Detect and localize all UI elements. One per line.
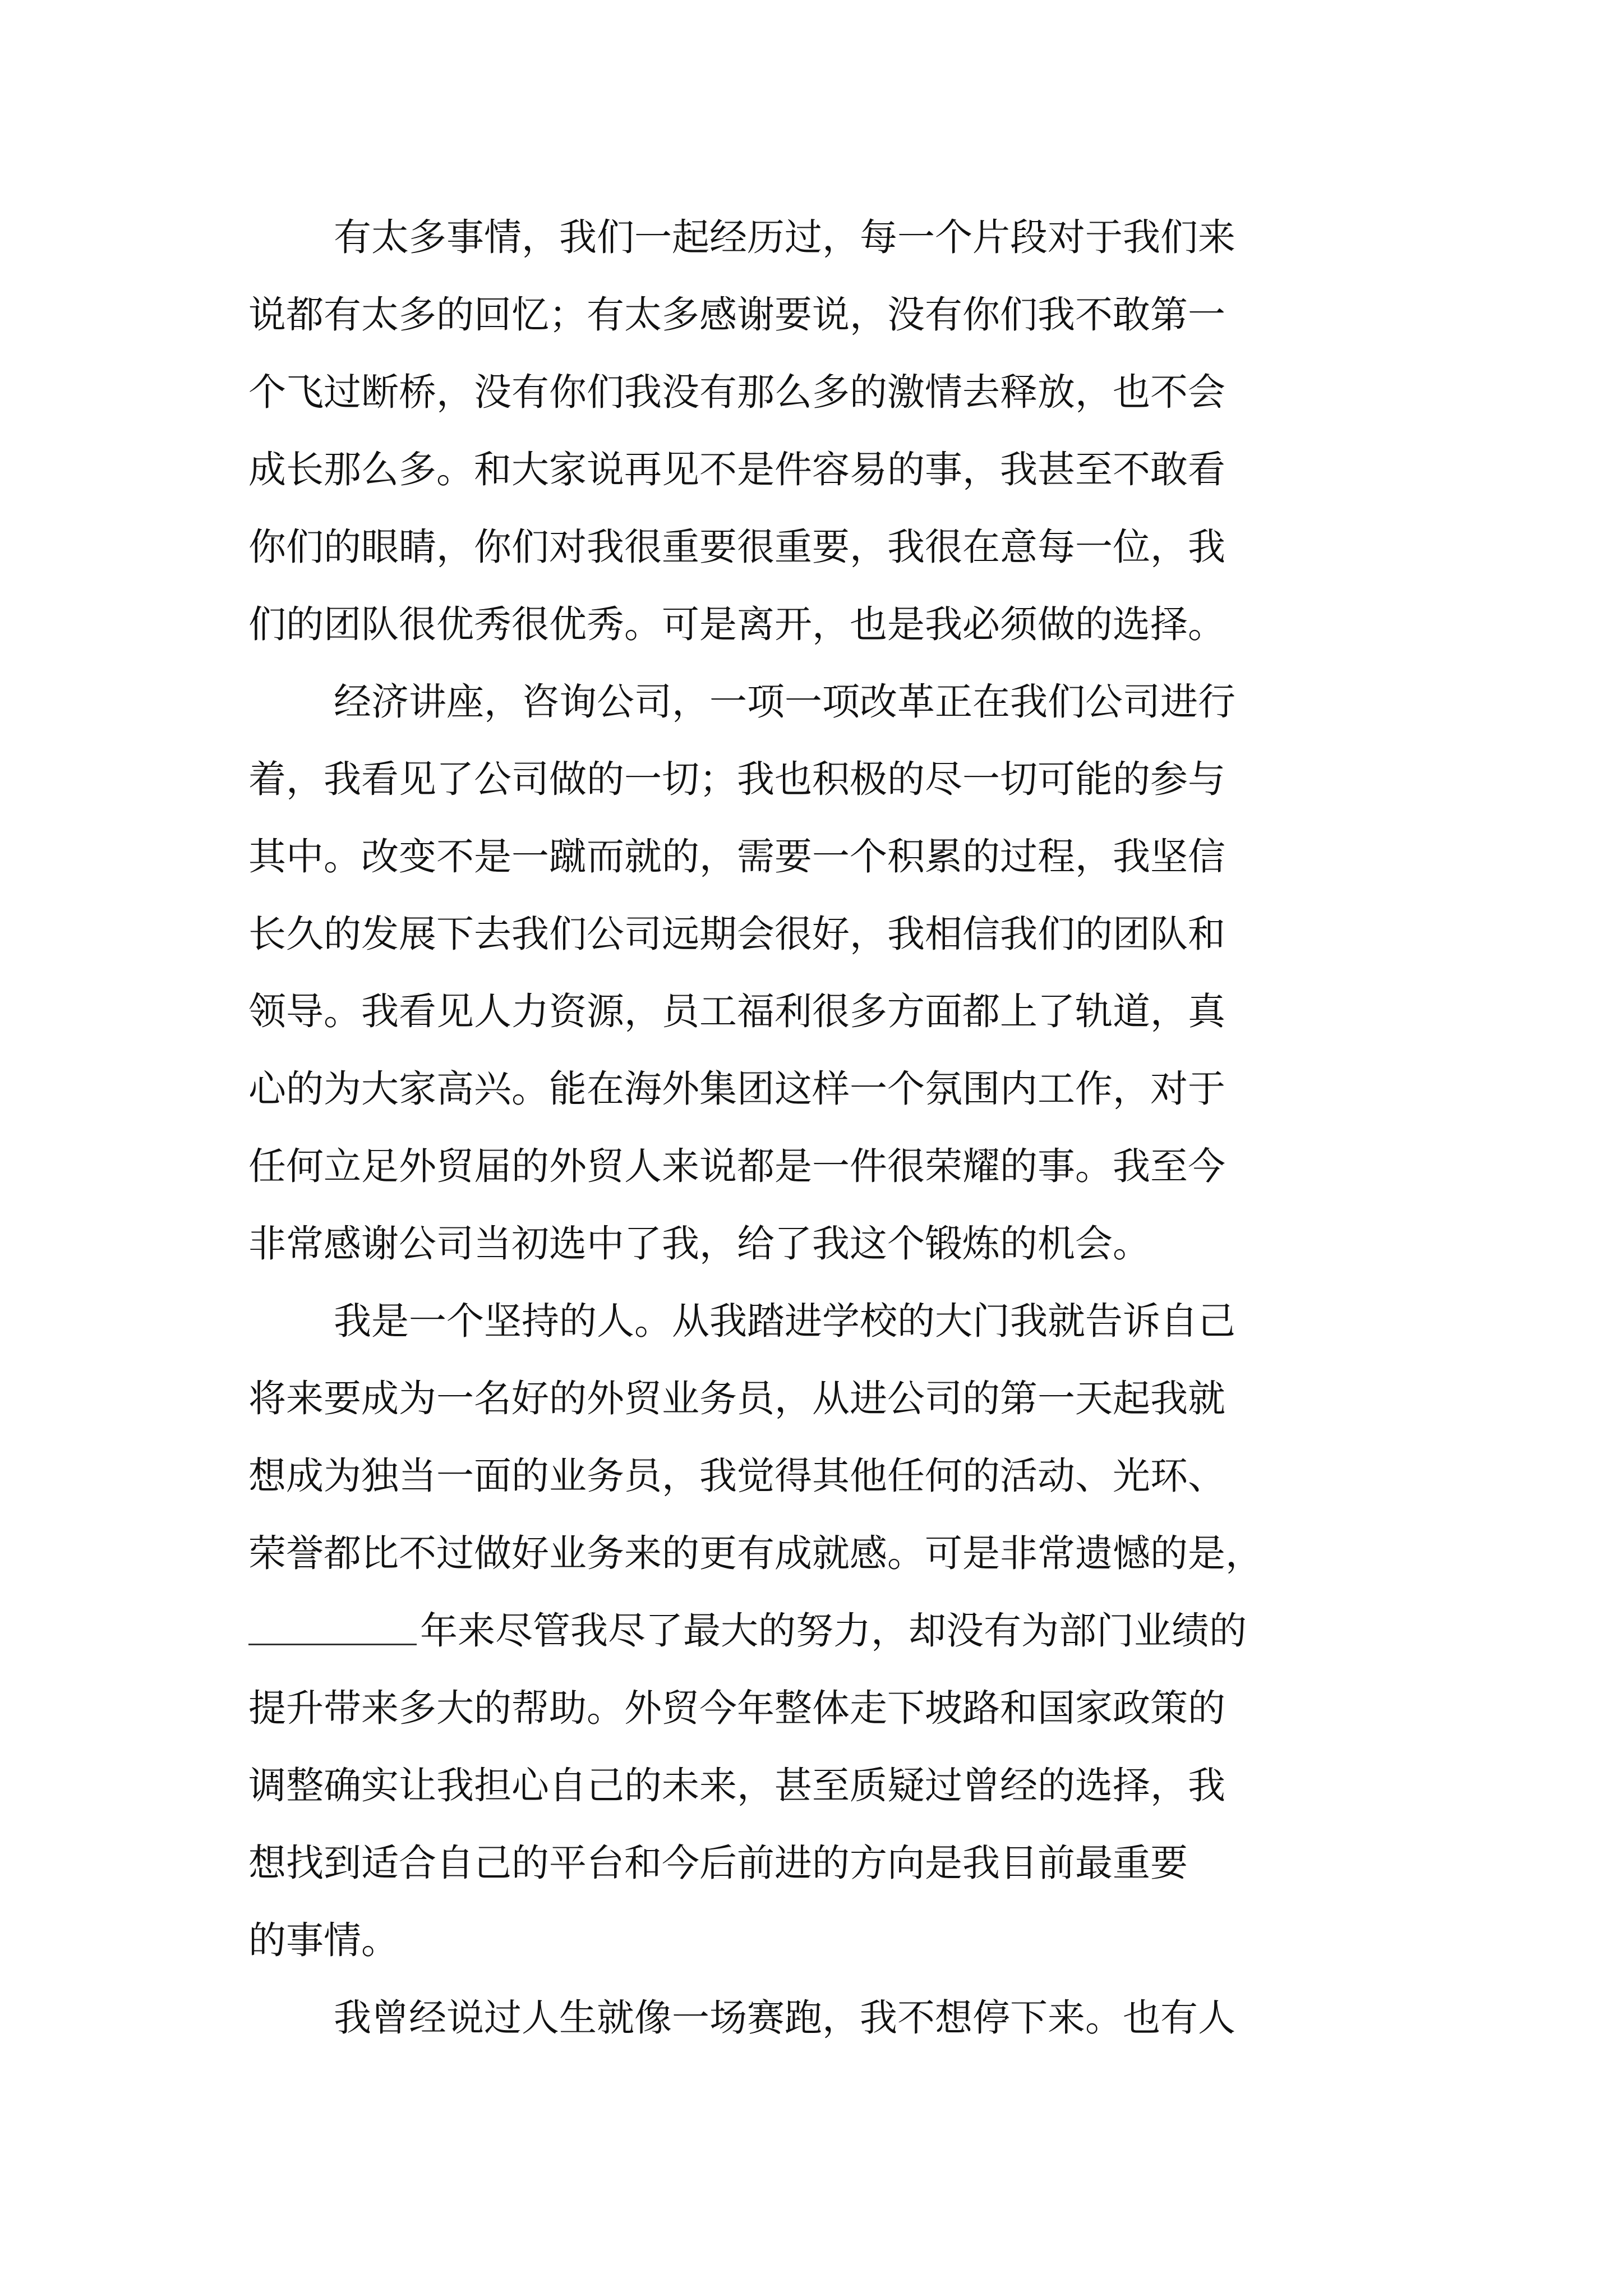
- text-line: 个飞过断桥，没有你们我没有那么多的激情去释放，也不会: [248, 370, 1225, 414]
- text-line: 们的团队很优秀很优秀。可是离开，也是我必须做的选择。: [248, 602, 1225, 646]
- text-line-segment: 年来尽管我尽了最大的努力，却没有为部门业绩的: [420, 1609, 1247, 1653]
- text-line: 想找到适合自己的平台和今后前进的方向是我目前最重要: [248, 1841, 1188, 1885]
- text-line: 领导。我看见人力资源，员工福利很多方面都上了轨道，真: [248, 990, 1225, 1033]
- text-line: 将来要成为一名好的外贸业务员，从进公司的第一天起我就: [248, 1377, 1225, 1420]
- text-line: 的事情。: [248, 1918, 399, 1962]
- text-line: 提升带来多大的帮助。外贸今年整体走下坡路和国家政策的: [248, 1686, 1225, 1730]
- paragraph-3: [248, 1282, 1376, 1979]
- paragraph-4: [248, 1979, 1376, 2056]
- text-line: 非常感谢公司当初选中了我，给了我这个锻炼的机会。: [248, 1222, 1150, 1266]
- text-line: 其中。改变不是一蹴而就的，需要一个积累的过程，我坚信: [248, 835, 1225, 878]
- document-body: [248, 199, 1376, 2056]
- fill-in-blank: [248, 1643, 417, 1645]
- text-line: 调整确实让我担心自己的未来，甚至质疑过曾经的选择，我: [248, 1764, 1225, 1807]
- paragraph-2: [248, 663, 1376, 1282]
- text-line: 我是一个坚持的人。从我踏进学校的大门我就告诉自己: [334, 1299, 1235, 1343]
- text-line: 有太多事情，我们一起经历过，每一个片段对于我们来: [334, 215, 1235, 259]
- text-line: 说都有太多的回忆；有太多感谢要说，没有你们我不敢第一: [248, 293, 1225, 337]
- text-line: 着，我看见了公司做的一切；我也积极的尽一切可能的参与: [248, 757, 1225, 801]
- text-line-with-blank: [248, 1592, 1376, 1669]
- text-line: 任何立足外贸届的外贸人来说都是一件很荣耀的事。我至今: [248, 1144, 1225, 1188]
- text-line: 心的为大家高兴。能在海外集团这样一个氛围内工作，对于: [248, 1067, 1225, 1111]
- text-line: 荣誉都比不过做好业务来的更有成就感。可是非常遗憾的是，: [248, 1531, 1263, 1575]
- text-line: 长久的发展下去我们公司远期会很好，我相信我们的团队和: [248, 912, 1225, 956]
- text-line: 想成为独当一面的业务员，我觉得其他任何的活动、光环、: [248, 1454, 1225, 1498]
- text-line: 我曾经说过人生就像一场赛跑，我不想停下来。也有人: [334, 1996, 1235, 2040]
- text-line: 经济讲座，咨询公司，一项一项改革正在我们公司进行: [334, 680, 1235, 724]
- paragraph-1: [248, 199, 1376, 663]
- text-line: 你们的眼睛，你们对我很重要很重要，我很在意每一位，我: [248, 525, 1225, 569]
- text-line: 成长那么多。和大家说再见不是件容易的事，我甚至不敢看: [248, 448, 1225, 491]
